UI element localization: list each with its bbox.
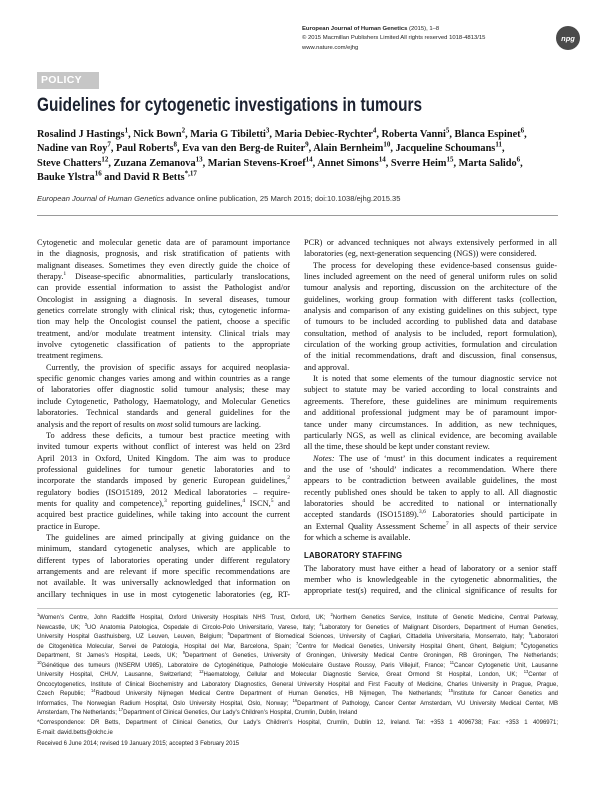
text-run: , Marian Stevens-Kroef	[202, 157, 306, 169]
superscript-marker: 13	[523, 669, 529, 674]
affiliation-line	[37, 621, 559, 634]
text-run: therapy.	[37, 272, 64, 282]
superscript-marker: 6	[520, 126, 525, 135]
body-line: professional guidelines for tumour genetic laboratories and to	[37, 464, 290, 474]
body-line: practice in Europe.	[37, 521, 100, 531]
superscript-marker: 12	[101, 155, 109, 164]
body-line: The process for developing these evidence-based consensus guide-	[313, 260, 557, 270]
text-run: (2015), 1–8	[407, 26, 440, 32]
article-type-text: POLICY	[41, 74, 82, 86]
text-run: , Sverre Heim	[385, 157, 447, 169]
text-run: ments for quality and competence),	[37, 498, 164, 508]
superscript-marker: 2	[330, 612, 333, 617]
body-line: minimum, standard cytogenetic analyses, which are applicable to	[37, 544, 290, 554]
body-line: regulatory bodies (ISO15189, 2012 Medical laboratories – require-	[37, 487, 290, 497]
body-line: laboratories should be accredited to national or internationally	[304, 498, 557, 508]
superscript-marker: 8	[173, 140, 178, 149]
superscript-marker: 11	[449, 659, 455, 665]
body-line	[304, 453, 557, 464]
text-run: Department of Genetics, University of Groningen, University Medical Centre Groningen, RB Groningen, The Netherlands;	[185, 653, 558, 659]
text-run: , Jacqueline Schoumans	[390, 143, 496, 155]
background-paragraph	[37, 362, 290, 430]
body-line: acquired best practice guidelines, while taking into account the current	[37, 510, 290, 520]
body-line: arrangements and are relevant if more specific recommendations are	[37, 566, 290, 576]
text-run: Centre for Medical Genetics, University Hospital Ghent, Ghent, Belgium;	[298, 643, 522, 650]
text-run: , Eva van den Berg-de Ruiter	[177, 143, 306, 155]
superscript-marker: 1	[63, 271, 67, 278]
meeting-paragraph	[37, 430, 290, 532]
body-line: treatment regimens.	[37, 351, 103, 361]
body-line: of laboratories offer diagnostic solid tumour analysis; these may	[37, 385, 290, 395]
text-run: Cancer Cytogenetic Unit, Lausanne	[454, 662, 558, 669]
received-line: Received 6 June 2014; revised 19 January 2015; accepted 3 February 2015	[37, 741, 240, 747]
superscript-marker: 4	[242, 498, 246, 505]
article-type-label	[37, 72, 99, 89]
superscript-marker: 7	[107, 140, 111, 149]
affiliation-line	[37, 614, 558, 624]
body-line: different types of laboratories operating under different regulatory	[37, 555, 290, 565]
citation-line	[37, 194, 558, 204]
notes-paragraph	[304, 453, 557, 544]
superscript-marker: 14	[305, 155, 313, 164]
body-line: all the time, these should be kept under constant review.	[304, 442, 490, 452]
author-line	[37, 171, 558, 185]
body-line: involve cytogenetic classification of patients to the appropriate	[37, 340, 290, 350]
text-run: Laboratory for Genetics of Malignant Disorders, Department of Human Genetics,	[321, 624, 559, 631]
text-run: , Annet Simons	[312, 157, 379, 169]
superscript-marker: 13	[195, 155, 203, 164]
text-run: reporting guidelines,	[166, 498, 243, 508]
body-line: of tumours to be included according to published data and database	[304, 317, 557, 327]
superscript-marker: 3	[84, 621, 87, 627]
author-line	[37, 128, 558, 142]
text-run: Department of Clinical Genetics, Our Lady’s Children’s Hospital, Crumlin, Dublin, Ireland	[123, 710, 358, 716]
body-line	[304, 509, 557, 520]
scope-paragraph	[37, 532, 290, 600]
body-line: genetics correlate strongly with clinical risk; thus, cytogenetic informa-	[37, 306, 290, 316]
superscript-marker: 11	[495, 140, 502, 149]
superscript-marker: 16	[292, 697, 298, 703]
text-run: , Nick Bown	[128, 129, 182, 140]
body-line	[304, 521, 557, 532]
text-run: and	[273, 498, 290, 508]
text-run: Department, St James’s Hospital, Leeds, UK;	[37, 653, 183, 659]
superscript-marker: 6	[528, 631, 531, 636]
text-run: ISCN,	[245, 498, 271, 508]
text-run: de Citogenètica Molecular, Servei de Patologia, Hospital del Mar, Barcelona, Spain;	[37, 643, 296, 650]
text-run: Disease-specific abnormalities, particularly translocations,	[66, 272, 290, 282]
superscript-marker: 9	[305, 140, 309, 149]
correspondence-footnote	[37, 719, 558, 738]
npg-logo	[556, 26, 580, 50]
superscript-marker: 7	[445, 520, 449, 527]
text-run: University Hospital, CHUV, Lausanne, Switzerland;	[37, 672, 199, 678]
right-column	[304, 237, 557, 597]
body-line: include Cytogenetic, Pathology, Haematology, and Molecular Genetics	[37, 396, 290, 406]
staffing-paragraph	[304, 563, 557, 597]
affiliation-line: Oncocytogenetics, Institute of Clinical Biochemistry and Laboratory Diagnostics, General University Hospital and First Faculty of Medicine, Charles University in Prague, Prague,	[37, 681, 558, 688]
affiliation-line	[37, 709, 558, 719]
body-line: Currently, the provision of specific assays for acquired neoplasia-	[46, 362, 290, 372]
intro-paragraph	[37, 237, 290, 362]
text-run: Haematology, Cellular and Molecular Diagnostic Service, Great Ormond St Hospital, London, UK;	[203, 672, 524, 678]
superscript-marker: 3,6	[418, 509, 426, 516]
body-line: recently published ones should be taken to apply to all. All diagnostic	[304, 487, 557, 497]
text-run: Center of	[528, 672, 558, 678]
superscript-marker: 5	[227, 631, 230, 636]
body-line: can provide essential information to assist the Pathologist and/or	[37, 283, 290, 293]
superscript-marker: 10	[37, 659, 42, 665]
body-line	[37, 498, 290, 509]
citation-text-line	[37, 194, 558, 204]
superscript-marker: 14	[90, 688, 96, 693]
italic-text: most	[157, 419, 173, 429]
text-run: ,	[520, 157, 523, 169]
text-run: and David R Betts	[101, 172, 185, 184]
text-run: UO Anatomia Patologica, Ospedale di Circolo-Polo Universitario, Varese, Italy;	[87, 624, 320, 631]
text-run: ,	[524, 129, 527, 140]
body-line: member who is knowledgeable in the cytogenetic abnormalities, the	[304, 574, 557, 584]
text-run: Amsterdam, The Netherlands;	[37, 710, 119, 716]
affiliation-line	[37, 652, 558, 662]
body-line: lines included agreement on the need of general uniform rules on solid	[304, 272, 557, 282]
body-line: and the use of ‘should’ indicates a recommendation. Where there	[304, 464, 557, 474]
text-run: , Alain Bernheim	[308, 143, 384, 155]
superscript-marker: 16	[94, 169, 102, 178]
body-line: appropriate test(s) required, and the clinical significance of results for	[304, 586, 557, 596]
body-line: malignant diseases. Sometimes they even directly guide the choice of	[37, 260, 290, 270]
text-run: Génétique des tumeurs (INSERM U985), Laboratoire de Cytogénétique, Pathologie Moléculaire Gustave Roussy, Paris Villejuif, France;	[41, 662, 450, 669]
body-line: To address these deficits, a tumour best practice meeting with	[46, 430, 290, 440]
body-line: Oncologist in assigning a diagnosis. In several diseases, tumour	[37, 294, 290, 304]
text-run: , Marta Salido	[453, 157, 517, 169]
body-line: treatment, and/or modulate treatment intensity. Clinical trials may	[37, 328, 290, 338]
body-line: The guidelines are aimed principally at giving guidance on the	[46, 532, 290, 542]
body-line: The laboratory must have either a head of laboratory or a senior staff	[304, 563, 557, 573]
superscript-marker: 1	[124, 126, 129, 135]
footnote-divider	[37, 608, 558, 609]
body-line: It is noted that some elements of the tumour diagnostic service not	[313, 374, 557, 384]
italic-text: Notes:	[313, 453, 335, 463]
body-line: invited tumour experts without conflict of interest was held on 23rd	[37, 442, 290, 452]
review-paragraph	[304, 373, 557, 452]
superscript-marker: 2	[181, 126, 186, 135]
superscript-marker: 3	[265, 126, 270, 135]
superscript-marker: 15	[448, 688, 454, 693]
journal-masthead	[302, 25, 548, 53]
scope-continuation-paragraph	[304, 237, 557, 260]
author-list	[37, 128, 558, 186]
superscript-marker: 5	[445, 126, 450, 135]
text-run: Institute for Cancer Genetics and	[453, 691, 558, 697]
affiliation-line	[37, 640, 558, 653]
left-column	[37, 237, 290, 600]
text-run: , Blanca Espinet	[449, 129, 521, 140]
superscript-marker: 5	[270, 498, 274, 505]
body-line: guidelines, working group formation with different tasks (collection,	[304, 294, 557, 304]
body-line: subject to statute may be varied according to local constraints and	[304, 385, 557, 395]
text-run: Rosalind J Hastings	[37, 129, 125, 140]
body-line	[37, 271, 290, 282]
correspondence-line: *Correspondence: DR Betts, Department of Clinical Genetics, Our Lady’s Children’s Hospital, Crumlin, Dublin 12, Ireland. Tel: +353 1 4096738; Fax: +353 1 4096971;	[37, 720, 558, 726]
body-line	[37, 475, 290, 486]
body-line: tumour analysis and reporting, discussion on the architecture of the	[304, 283, 557, 293]
body-line: agreements. Therefore, these guidelines are minimum requirements	[304, 396, 557, 406]
text-run: , Zuzana Zemanova	[108, 157, 196, 169]
affiliation-line	[37, 690, 558, 700]
text-run: Northern Genetics Service, Institute of Genetic Medicine, Central Parkway,	[332, 615, 558, 621]
affiliations-footnote	[37, 614, 558, 719]
body-line: laboratories. Technical standards and general guidelines for the	[37, 408, 290, 418]
text-run: The use of ‘must’ in this document indicates a requirement	[334, 453, 557, 463]
text-run: Department of Biomedical Sciences, University of Cagliari, Cittadella Universitaria, Monserrato, Italy;	[229, 634, 529, 640]
superscript-marker: 3	[163, 498, 167, 505]
logo-text: npg	[561, 33, 575, 43]
superscript-marker: *,17	[184, 169, 197, 178]
author-line	[37, 157, 558, 171]
body-line: laboratories (eg, next-generation sequencing (NGS)) were considered.	[304, 249, 537, 259]
correspondence-line: E-mail: david.betts@olchc.ie	[37, 729, 113, 736]
body-line: consultation, method of analysis to be included, report formulation),	[304, 328, 557, 338]
text-run: Laboratories should participate in	[425, 510, 557, 520]
text-run: Cytogenetics	[523, 643, 558, 650]
article-title-text: Guidelines for cytogenetic investigations in tumours	[37, 95, 423, 116]
text-run: in all aspects of their service	[448, 521, 557, 531]
body-line: circulation of the working group activities, formulation and circulation	[304, 340, 557, 350]
text-run: Steve Chatters	[37, 157, 102, 169]
body-line: particularly NGS, as well as clinical evidence, are becoming available	[304, 430, 557, 440]
author-line	[37, 142, 558, 156]
text-run: Czech Republic;	[37, 691, 91, 697]
body-line: specific genomic changes varies among and within countries as a range	[37, 374, 290, 384]
text-run: Radboud University Nijmegen Medical Centre Department of Human Genetics, HB Nijmegen, The Netherlands;	[95, 691, 449, 697]
text-run: University Hospital Gasthuisberg, UZ Leuven, Leuven, Belgium;	[37, 634, 228, 640]
body-line: for which a scheme is available.	[304, 532, 411, 542]
superscript-marker: 7	[295, 640, 299, 646]
section-heading: LABORATORY STAFFING	[304, 551, 403, 561]
superscript-marker: 9	[182, 650, 186, 655]
superscript-marker: 17	[118, 707, 124, 712]
body-line: PCR) or advanced techniques not always extensively performed in all	[304, 238, 557, 247]
text-run: advance online publication, 25 March 2015; doi:10.1038/ejhg.2015.35	[164, 194, 401, 203]
superscript-marker: 4	[372, 126, 377, 135]
superscript-marker: 15	[446, 155, 454, 164]
article-title	[37, 94, 422, 118]
body-line: of the initial recommendations, draft and discussion, final consensus,	[304, 351, 557, 361]
text-run: analysis and the report of results on	[37, 419, 158, 429]
body-line: analysis and comparison of any existing guidelines on this subject, type	[304, 306, 557, 316]
body-line: tance under many circumstances. In addition, as new techniques,	[304, 419, 557, 429]
text-run: Nadine van Roy	[37, 143, 108, 155]
body-line: ancillary techniques in use in most cytogenetic laboratories (eg, RT-	[37, 589, 290, 599]
italic-text: European Journal of Human Genetics	[37, 194, 165, 203]
text-run: Women’s Centre, John Radcliffe Hospital, Oxford University Hospitals NHS Trust, Oxford, UK;	[39, 615, 331, 621]
text-run: , Paul Roberts	[110, 143, 174, 155]
body-line: April 2013 in Oxford, United Kingdom. The aim was to produce	[37, 453, 290, 463]
text-run: accepted standards (ISO15189).	[304, 510, 419, 520]
body-line: and additional professional judgment may be of paramount impor-	[304, 408, 557, 418]
masthead-line: www.nature.com/ejhg	[302, 44, 359, 51]
superscript-marker: 2	[287, 475, 290, 482]
superscript-marker: 14	[378, 155, 386, 164]
body-line: tion may help the Oncologist counsel the patient, choose a specific	[37, 317, 290, 327]
text-run: ,	[501, 143, 505, 155]
text-run: Laboratori	[530, 634, 558, 640]
body-line: not available. It was universally acknowledged that information on	[37, 578, 290, 588]
process-paragraph	[304, 260, 557, 373]
text-run: , Maria Debiec-Rychter	[269, 129, 373, 140]
body-line: and approval.	[304, 362, 350, 372]
text-run: Newcastle, UK;	[37, 624, 85, 631]
superscript-marker: 6	[516, 155, 521, 164]
affiliation-line	[37, 671, 558, 681]
text-run: solid tumours are lacking.	[172, 419, 261, 429]
superscript-marker: 12	[198, 669, 204, 674]
masthead-line: © 2015 Macmillan Publishers Limited All rights reserved 1018-4813/15	[302, 35, 486, 42]
text-run: , Roberta Vanni	[376, 129, 446, 140]
body-line: in the diagnosis, prognosis, and risk stratification of patients with	[37, 249, 290, 259]
bold-text: European Journal of Human Genetics	[302, 26, 408, 32]
header-divider	[37, 215, 558, 216]
superscript-marker: 8	[521, 640, 524, 646]
affiliation-line	[37, 697, 559, 710]
superscript-marker: 10	[383, 140, 391, 149]
text-run: Department of Pathology, Cancer Center Amsterdam, VU University Medical Center, MB	[297, 700, 559, 707]
body-line: appears to be contradiction between available guidelines, the most	[304, 476, 557, 486]
text-run: , Maria G Tibiletti	[185, 129, 266, 140]
text-run: an External Quality Assessment Scheme	[304, 521, 446, 531]
masthead-line	[302, 25, 548, 34]
superscript-marker: 4	[319, 621, 322, 627]
body-line	[37, 419, 290, 430]
received-dates	[37, 740, 558, 750]
affiliation-line	[37, 659, 558, 672]
text-run: Informatics, The Norwegian Radium Hospital, Oslo University Hospital, Oslo, Norway;	[37, 700, 293, 707]
text-run: incorporate the standards imposed by generic European guidelines,	[37, 476, 288, 486]
text-run: Bauke Ylstra	[37, 172, 95, 184]
superscript-marker: 1	[37, 612, 40, 617]
body-line: Cytogenetic and molecular genetic data are of paramount importance	[37, 238, 290, 247]
